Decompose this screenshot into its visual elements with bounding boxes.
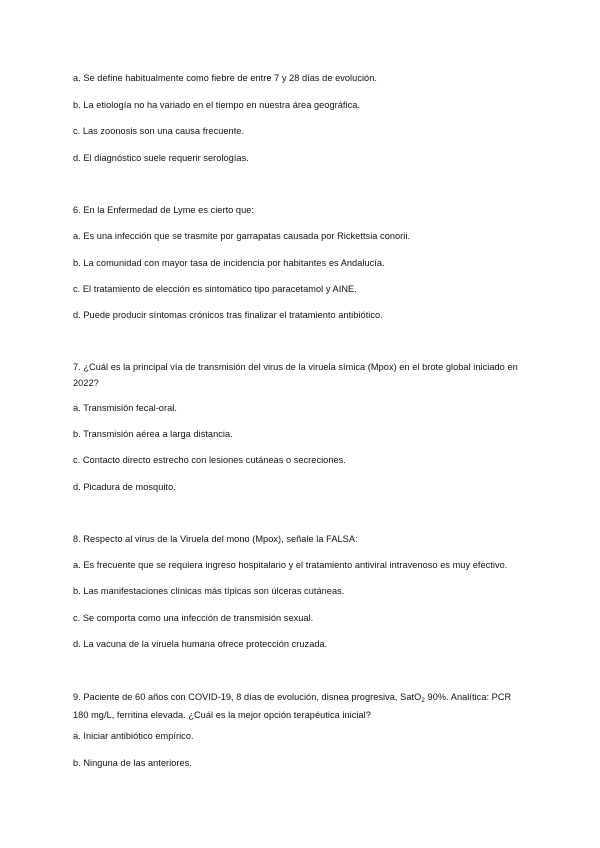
q7-stem: 7. ¿Cuál es la principal vía de transmisión del virus de la viruela símica (Mpox) en el brote global iniciado en 2022? [73,362,518,388]
q9-stem-subscript: 2 [421,697,425,704]
q7-option-c: c. Contacto directo estrecho con lesiones cutáneas o secreciones. [73,455,346,465]
q9-stem [73,689,525,723]
q7-option-a: a. Transmisión fecal-oral. [73,403,177,413]
q9-stem-part2: 90%. Analítica: PCR 180 mg/L, ferritina elevada. ¿Cuál es la mejor opción terapéutica inicial? [73,692,512,720]
q6-option-b: b. La comunidad con mayor tasa de incidencia por habitantes es Andalucía. [73,258,385,268]
q6-option-c: c. El tratamiento de elección es sintomático tipo paracetamol y AINE. [73,284,357,294]
q5-option-d: d. El diagnóstico suele requerir serologías. [73,153,249,163]
q9-stem-part1: 9. Paciente de 60 años con COVID-19, 8 días de evolución, disnea progresiva, SatO [73,692,422,702]
q5-option-a: a. Se define habitualmente como fiebre de entre 7 y 28 días de evolución. [73,73,377,83]
q6-option-d: d. Puede producir síntomas crónicos tras finalizar el tratamiento antibiótico. [73,310,383,320]
q8-option-a: a. Es frecuente que se requiera ingreso hospitalario y el tratamiento antiviral intravenoso es muy efectivo. [73,560,508,570]
q8-option-d: d. La vacuna de la viruela humana ofrece protección cruzada. [73,639,328,649]
q7-option-b: b. Transmisión aérea a larga distancia. [73,429,233,439]
q8-stem: 8. Respecto al virus de la Viruela del mono (Mpox), señale la FALSA: [73,534,358,544]
q9-option-b: b. Ninguna de las anteriores. [73,758,192,768]
q5-option-c: c. Las zoonosis son una causa frecuente. [73,126,245,136]
q8-option-c: c. Se comporta como una infección de transmisión sexual. [73,613,314,623]
q7-option-d: d. Picadura de mosquito. [73,482,176,492]
q8-option-b: b. Las manifestaciones clínicas más típicas son úlceras cutáneas. [73,586,345,596]
q6-stem: 6. En la Enfermedad de Lyme es cierto que: [73,205,255,215]
q9-option-a: a. Iniciar antibiótico empírico. [73,731,194,741]
q5-option-b: b. La etiología no ha variado en el tiempo en nuestra área geográfica. [73,100,360,110]
q6-option-a: a. Es una infección que se trasmite por garrapatas causada por Rickettsia conorii. [73,231,411,241]
